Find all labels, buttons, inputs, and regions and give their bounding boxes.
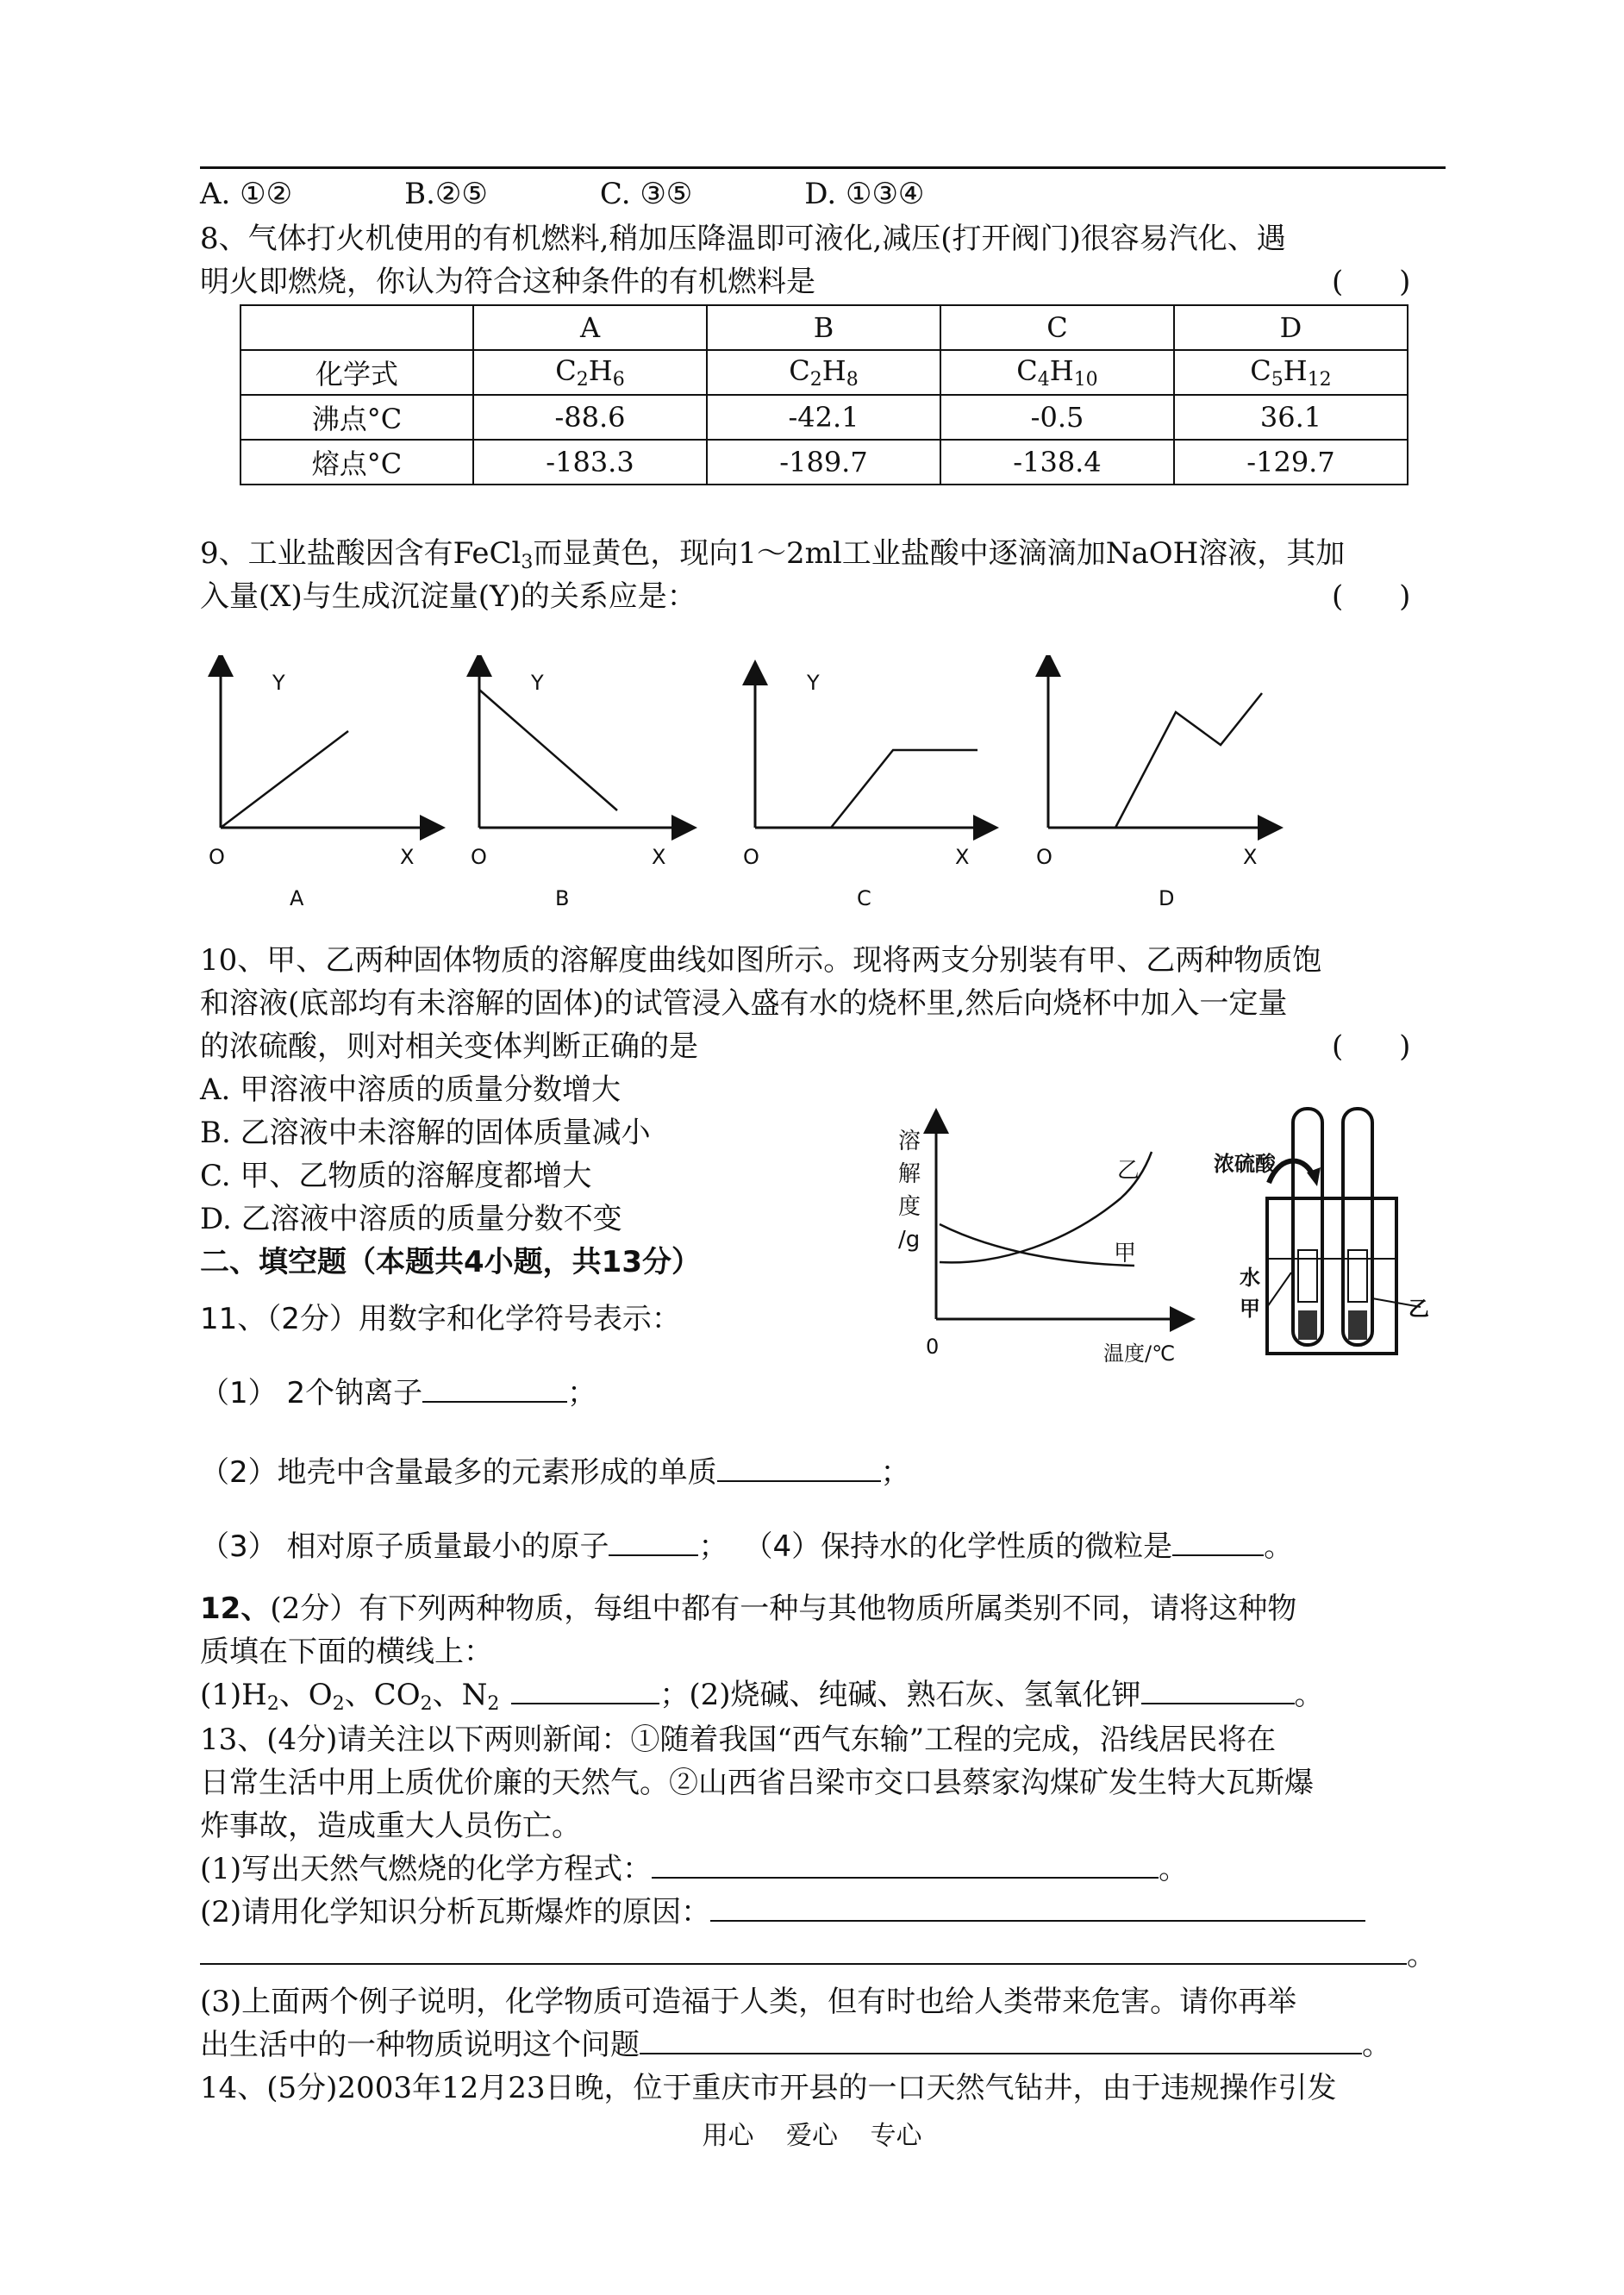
- q9-graph-b: [459, 655, 717, 914]
- table-row: [240, 395, 1408, 440]
- q10-option-c: C. 甲、乙物质的溶解度都增大: [200, 1159, 592, 1193]
- answer-blank[interactable]: [422, 1375, 567, 1403]
- q9-graph-a: [200, 655, 459, 914]
- answer-blank[interactable]: [1172, 1529, 1264, 1556]
- footer-text: 爱心: [786, 2121, 838, 2151]
- section-2-heading: 二、填空题（本题共4小题，共13分）: [200, 1245, 701, 1279]
- answer-blank[interactable]: [640, 2027, 1362, 2054]
- q13-line4: (1)写出天然气燃烧的化学方程式： 。: [200, 1852, 1189, 1886]
- jia-label: 甲: [1240, 1297, 1260, 1321]
- origin-label: O: [743, 845, 759, 869]
- table-row: [240, 305, 1408, 350]
- q8-line2: 明火即燃烧，你认为符合这种条件的有机燃料是: [200, 265, 815, 299]
- q10-beaker-figure: [1214, 1104, 1438, 1388]
- answer-blank[interactable]: [652, 1851, 1159, 1879]
- q8-answer-paren: ( ): [1332, 265, 1411, 299]
- q10-answer-paren: ( ): [1332, 1029, 1411, 1064]
- test-tube-yi: [1343, 1109, 1372, 1345]
- table-cell: 36.1: [1174, 395, 1408, 440]
- yi-label: 乙: [1409, 1297, 1429, 1321]
- graph-label: B: [555, 886, 570, 910]
- table-cell: -42.1: [707, 395, 940, 440]
- graph-label: C: [857, 886, 871, 910]
- y-label-char: 度: [898, 1194, 921, 1220]
- q13-line8: 出生活中的一种物质说明这个问题 。: [200, 2028, 1391, 2062]
- x-axis-label: X: [652, 845, 666, 869]
- answer-blank[interactable]: [609, 1529, 698, 1556]
- answer-blank[interactable]: [200, 1937, 1407, 1965]
- q14-line1: 14、(5分)2003年12月23日晚，位于重庆市开县的一口天然气钻井，由于违规操作引发: [200, 2071, 1337, 2105]
- origin-label: O: [1036, 845, 1052, 869]
- x-axis-label: X: [400, 845, 415, 869]
- q10-solubility-figure: [888, 1104, 1233, 1379]
- q10-line3: 的浓硫酸，则对相关变体判断正确的是: [200, 1029, 698, 1064]
- q7-option-d: D. ①③④: [804, 177, 925, 211]
- q9-graph-c: [734, 655, 1010, 914]
- x-axis-label: X: [955, 845, 970, 869]
- table-header-cell: B: [707, 305, 940, 350]
- q9-graph-c-curve: [831, 750, 978, 828]
- q10-option-b: B. 乙溶液中未溶解的固体质量减小: [200, 1116, 651, 1150]
- q7-option-c: C. ③⑤: [599, 177, 693, 211]
- row-label: 化学式: [240, 350, 473, 395]
- graph-label: A: [290, 886, 304, 910]
- formula-b: $C_2H_8$: [707, 350, 940, 395]
- table-row: [240, 350, 1408, 395]
- answer-blank[interactable]: [511, 1677, 659, 1704]
- q12-line2: 质填在下面的横线上：: [200, 1635, 493, 1669]
- graph-label: D: [1159, 886, 1175, 910]
- table-header-cell: D: [1174, 305, 1408, 350]
- q13-line6: 。: [200, 1936, 1436, 1974]
- origin-label: 0: [926, 1335, 940, 1359]
- footer-text: 用心: [702, 2121, 754, 2151]
- table-cell: -129.7: [1174, 440, 1408, 485]
- table-row: [240, 440, 1408, 485]
- q11-part2: （2）地壳中含量最多的元素形成的单质 ；: [200, 1455, 910, 1490]
- y-label-char: 解: [898, 1161, 921, 1187]
- answer-blank[interactable]: [710, 1894, 1365, 1922]
- y-label-char: 溶: [898, 1129, 921, 1154]
- origin-label: O: [209, 845, 225, 869]
- q9-graph-d: [1027, 655, 1303, 914]
- footer-text: 专心: [870, 2121, 922, 2151]
- curve-jia: [940, 1224, 1137, 1266]
- q9-line2: 入量(X)与生成沉淀量(Y)的关系应是：: [200, 579, 696, 614]
- q9-line1: 9、工业盐酸因含有FeCl$_3$而显黄色，现向1～2ml工业盐酸中逐滴滴加NaOH溶液，其加: [200, 536, 1346, 573]
- formula-c: $C_4H_{10}$: [940, 350, 1174, 395]
- q9-answer-paren: ( ): [1332, 579, 1411, 614]
- header-rule: [200, 166, 1446, 169]
- q9-graph-b-curve: [479, 690, 617, 810]
- answer-blank[interactable]: [717, 1454, 881, 1482]
- test-tube-jia: [1293, 1109, 1322, 1345]
- q11-part1: （1） 2个钠离子 ；: [200, 1376, 597, 1410]
- q11-title: 11、（2分）用数字和化学符号表示：: [200, 1302, 681, 1336]
- y-label-char: /g: [898, 1227, 921, 1253]
- table-header-cell: [240, 305, 473, 350]
- q13-line1: 13、(4分)请关注以下两则新闻：①随着我国“西气东输”工程的完成，沿线居民将在: [200, 1723, 1277, 1757]
- q13-line2: 日常生活中用上质优价廉的天然气。②山西省吕梁市交口县蔡家沟煤矿发生特大瓦斯爆: [200, 1766, 1314, 1800]
- beaker: [1267, 1198, 1396, 1354]
- formula-a: $C_2H_6$: [473, 350, 707, 395]
- curve-jia-label: 甲: [1114, 1241, 1137, 1266]
- table-header-cell: C: [940, 305, 1174, 350]
- answer-blank[interactable]: [1141, 1677, 1295, 1704]
- q7-option-b: B.②⑤: [404, 177, 488, 211]
- water-label: 水: [1240, 1266, 1260, 1290]
- q13-line7: (3)上面两个例子说明，化学物质可造福于人类，但有时也给人类带来危害。请你再举: [200, 1985, 1297, 2019]
- q12-line1: 12、(2分）有下列两种物质，每组中都有一种与其他物质所属类别不同，请将这种物: [200, 1591, 1297, 1626]
- table-cell: -189.7: [707, 440, 940, 485]
- q13-line3: 炸事故，造成重大人员伤亡。: [200, 1809, 581, 1843]
- origin-label: O: [471, 845, 487, 869]
- y-axis-label: Y: [807, 671, 820, 695]
- q10-line1: 10、甲、乙两种固体物质的溶解度曲线如图所示。现将两支分别装有甲、乙两种物质饱: [200, 943, 1322, 978]
- q7-options: [200, 175, 924, 213]
- table-header-cell: A: [473, 305, 707, 350]
- table-cell: -0.5: [940, 395, 1174, 440]
- table-cell: -183.3: [473, 440, 707, 485]
- q9-graph-d-curve: [1115, 693, 1262, 828]
- curve-yi-label: 乙: [1117, 1158, 1140, 1184]
- row-label: 沸点°C: [240, 395, 473, 440]
- table-cell: -88.6: [473, 395, 707, 440]
- q7-option-a: A. ①②: [200, 177, 293, 211]
- page-footer: [0, 2114, 1624, 2152]
- q8-table: [240, 304, 1409, 485]
- y-axis-label: Y: [272, 671, 285, 695]
- q10-option-a: A. 甲溶液中溶质的质量分数增大: [200, 1072, 621, 1107]
- q9-graph-a-curve: [221, 731, 348, 828]
- q13-line5: (2)请用化学知识分析瓦斯爆炸的原因：: [200, 1893, 1365, 1931]
- q10-line2: 和溶液(底部均有未溶解的固体)的试管浸入盛有水的烧杯里,然后向烧杯中加入一定量: [200, 986, 1288, 1021]
- x-axis-label: 温度/℃: [1103, 1341, 1176, 1366]
- row-label: 熔点°C: [240, 440, 473, 485]
- table-cell: -138.4: [940, 440, 1174, 485]
- q10-option-d: D. 乙溶液中溶质的质量分数不变: [200, 1202, 622, 1236]
- acid-label: 浓硫酸: [1214, 1152, 1276, 1176]
- x-axis-label: X: [1243, 845, 1258, 869]
- y-axis-label: Y: [531, 671, 544, 695]
- formula-d: $C_5H_{12}$: [1174, 350, 1408, 395]
- q11-part3-4: （3） 相对原子质量最小的原子 ； （4）保持水的化学性质的微粒是 。: [200, 1529, 1294, 1564]
- q8-line1: 8、气体打火机使用的有机燃料,稍加压降温即可液化,减压(打开阀门)很容易汽化、遇: [200, 222, 1286, 256]
- q12-line3: $(1)H_2$、$O_2$、$CO_2$、$N_2$ ；(2)烧碱、纯碱、熟石灰、氢氧化钾 。: [200, 1678, 1324, 1715]
